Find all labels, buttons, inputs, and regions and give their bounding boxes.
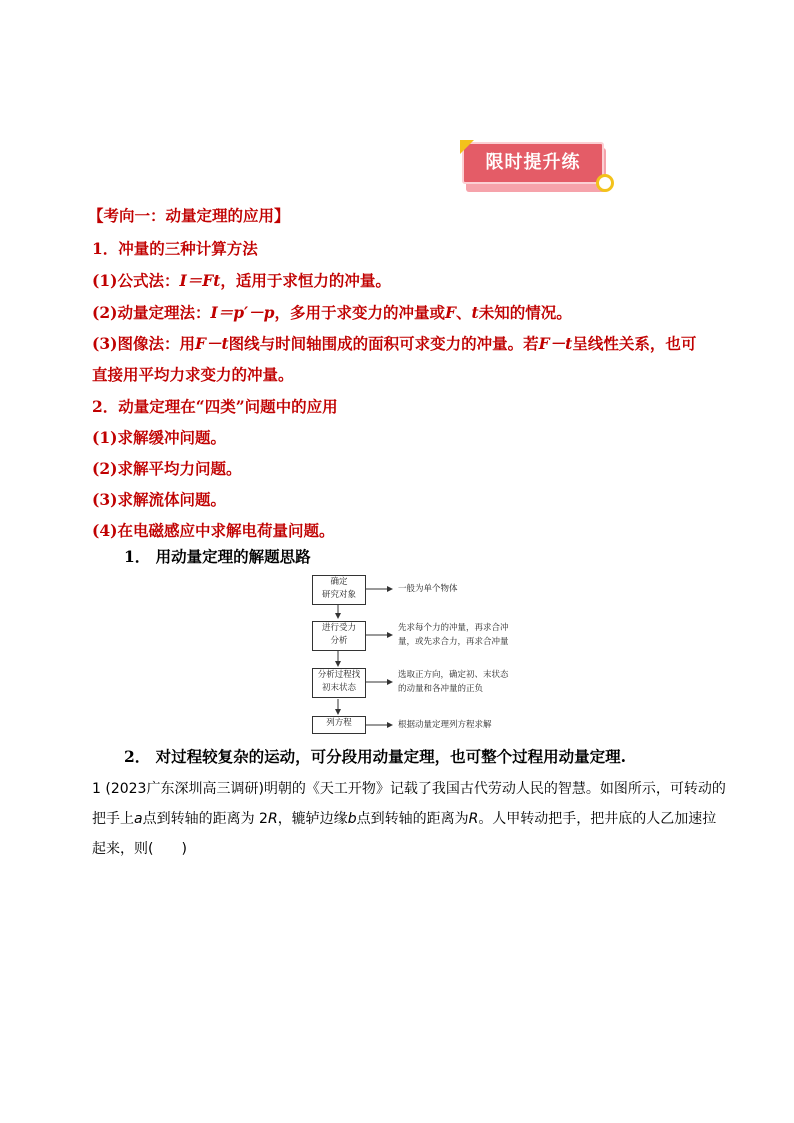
flow-box-text: 进行受力 bbox=[321, 623, 356, 633]
badge-label: 限时提升练 bbox=[485, 152, 581, 173]
method-graph-line bbox=[92, 332, 696, 354]
method-graph-suffix: 呈线性关系，也可 bbox=[572, 334, 697, 353]
flow-note-text: 一般为单个物体 bbox=[398, 584, 458, 594]
flow-note-4 bbox=[398, 718, 492, 732]
flow-note-text: 量，或先求合力，再求合冲量 bbox=[398, 637, 509, 647]
flow-note-text: 先求每个力的冲量，再求合冲 bbox=[398, 623, 509, 633]
flow-box-states bbox=[312, 668, 366, 698]
flow-box-text: 分析 bbox=[330, 636, 348, 646]
solution-flowchart bbox=[312, 575, 572, 735]
flow-note-1 bbox=[398, 582, 458, 596]
section-heading: 【考向一：动量定理的应用】 bbox=[88, 206, 290, 225]
flow-box-force-analysis bbox=[312, 621, 366, 651]
ft-graph-1: F－t bbox=[194, 334, 229, 353]
question-text: 。人甲转动把手，把井底的人乙加速拉 bbox=[478, 811, 717, 827]
flow-note-2 bbox=[398, 621, 509, 649]
question-line-1 bbox=[92, 774, 732, 804]
method-graph-mid: 图线与时间轴围成的面积可求变力的冲量。若 bbox=[228, 334, 539, 353]
question-block bbox=[92, 774, 732, 864]
item1-title: 1．冲量的三种计算方法 bbox=[92, 239, 258, 258]
question-text: 明朝的《天工开物》记载了我国古代劳动人民的智慧。如图所示，可转动的 bbox=[263, 781, 726, 797]
var-b: b bbox=[347, 811, 357, 827]
method-theorem-line bbox=[92, 301, 572, 323]
question-text: 点到转轴的距离为 2 bbox=[142, 811, 268, 827]
problem-type-4: (4)在电磁感应中求解电荷量问题。 bbox=[92, 521, 335, 540]
method-theorem-mid: ，多用于求变力的冲量或 bbox=[274, 303, 445, 322]
flow-box-text: 确定 bbox=[330, 577, 348, 587]
flow-box-text: 初末状态 bbox=[321, 683, 356, 693]
flow-box-equation bbox=[312, 716, 366, 734]
var-t: t bbox=[471, 303, 479, 322]
flow-note-3 bbox=[398, 668, 509, 696]
method-graph-prefix: (3)图像法：用 bbox=[92, 334, 195, 353]
item2-title: 2．动量定理在“四类”问题中的应用 bbox=[92, 397, 338, 416]
flow-box-text: 研究对象 bbox=[321, 590, 356, 600]
var-f: F bbox=[444, 303, 456, 322]
ft-graph-2: F－t bbox=[538, 334, 573, 353]
method-formula-prefix: (1)公式法： bbox=[92, 271, 180, 290]
question-text: 把手上 bbox=[92, 811, 134, 827]
flow-box-text: 分析过程找 bbox=[317, 670, 361, 680]
badge-ring-icon bbox=[596, 174, 614, 192]
problem-type-3: (3)求解流体问题。 bbox=[92, 490, 226, 509]
problem-type-1: (1)求解缓冲问题。 bbox=[92, 428, 226, 447]
method-graph-line2: 直接用平均力求变力的冲量。 bbox=[92, 365, 294, 384]
impulse-formula: I＝Ft bbox=[179, 271, 221, 290]
var-r: R bbox=[468, 811, 479, 827]
theorem-formula: I＝p′－p bbox=[210, 303, 275, 322]
subheading-segmented: 2． 对过程较复杂的运动，可分段用动量定理，也可整个过程用动量定理. bbox=[124, 747, 627, 766]
badge-corner-flag-icon bbox=[460, 140, 474, 154]
var-r: R bbox=[267, 811, 278, 827]
problem-type-2: (2)求解平均力问题。 bbox=[92, 459, 242, 478]
subheading-approach: 1． 用动量定理的解题思路 bbox=[124, 547, 311, 566]
practice-badge bbox=[460, 140, 616, 196]
method-theorem-prefix: (2)动量定理法： bbox=[92, 303, 211, 322]
flow-note-text: 选取正方向，确定初、末状态 bbox=[398, 670, 509, 680]
var-separator: 、 bbox=[456, 303, 472, 322]
flow-box-text: 列方程 bbox=[326, 718, 352, 728]
question-line-2 bbox=[92, 804, 732, 834]
flow-box-identify bbox=[312, 575, 366, 605]
flow-note-text: 根据动量定理列方程求解 bbox=[398, 720, 492, 730]
method-formula-line bbox=[92, 269, 391, 291]
question-line-3: 起来，则( ) bbox=[92, 841, 187, 857]
method-formula-suffix: ，适用于求恒力的冲量。 bbox=[220, 271, 391, 290]
question-text: 点到转轴的距离为 bbox=[356, 811, 469, 827]
method-theorem-suffix: 未知的情况。 bbox=[478, 303, 572, 322]
var-a: a bbox=[134, 811, 143, 827]
flow-note-text: 的动量和各冲量的正负 bbox=[398, 684, 484, 694]
question-text: ，辘轳边缘 bbox=[277, 811, 348, 827]
question-source: (2023广东深圳高三调研) bbox=[105, 781, 264, 797]
question-number: 1 bbox=[92, 781, 101, 797]
